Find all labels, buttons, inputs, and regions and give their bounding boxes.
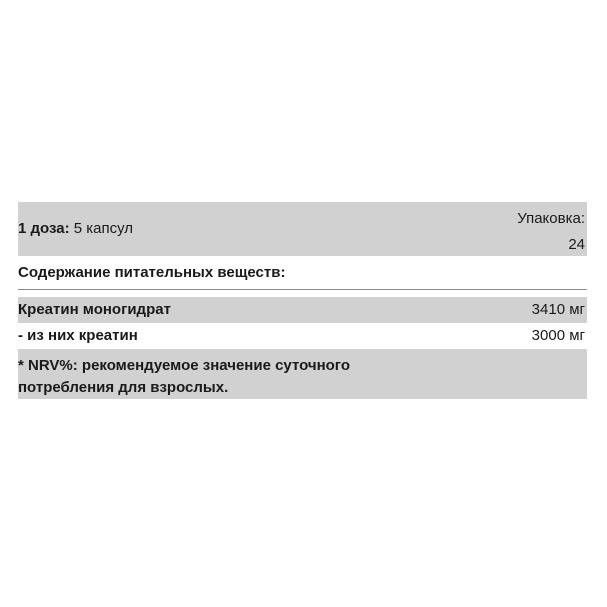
package-info [517, 206, 585, 258]
content-heading-row [18, 256, 587, 290]
package-value: 24 [568, 236, 585, 253]
serving-label: 1 доза: [18, 220, 70, 237]
divider-line [18, 289, 587, 290]
content-heading: Содержание питательных веществ: [18, 264, 286, 281]
serving-info [18, 220, 133, 238]
package-label: Упаковка: [517, 210, 585, 227]
nutrient-amount: 3410 мг [531, 301, 585, 318]
nutrition-table [18, 202, 587, 290]
serving-row [18, 202, 587, 256]
nutrient-amount: 3000 мг [531, 327, 585, 344]
nutrient-name: Креатин моногидрат [18, 301, 171, 318]
footnote: * NRV%: рекомендуемое значение суточного потребления для взрослых. [18, 357, 351, 396]
serving-value: 5 капсул [73, 220, 134, 237]
nutrient-list [18, 297, 587, 399]
nutrient-row [18, 297, 587, 323]
nutrient-name: - из них креатин [18, 327, 138, 344]
nutrient-row [18, 323, 587, 349]
footnote-row [18, 349, 587, 399]
